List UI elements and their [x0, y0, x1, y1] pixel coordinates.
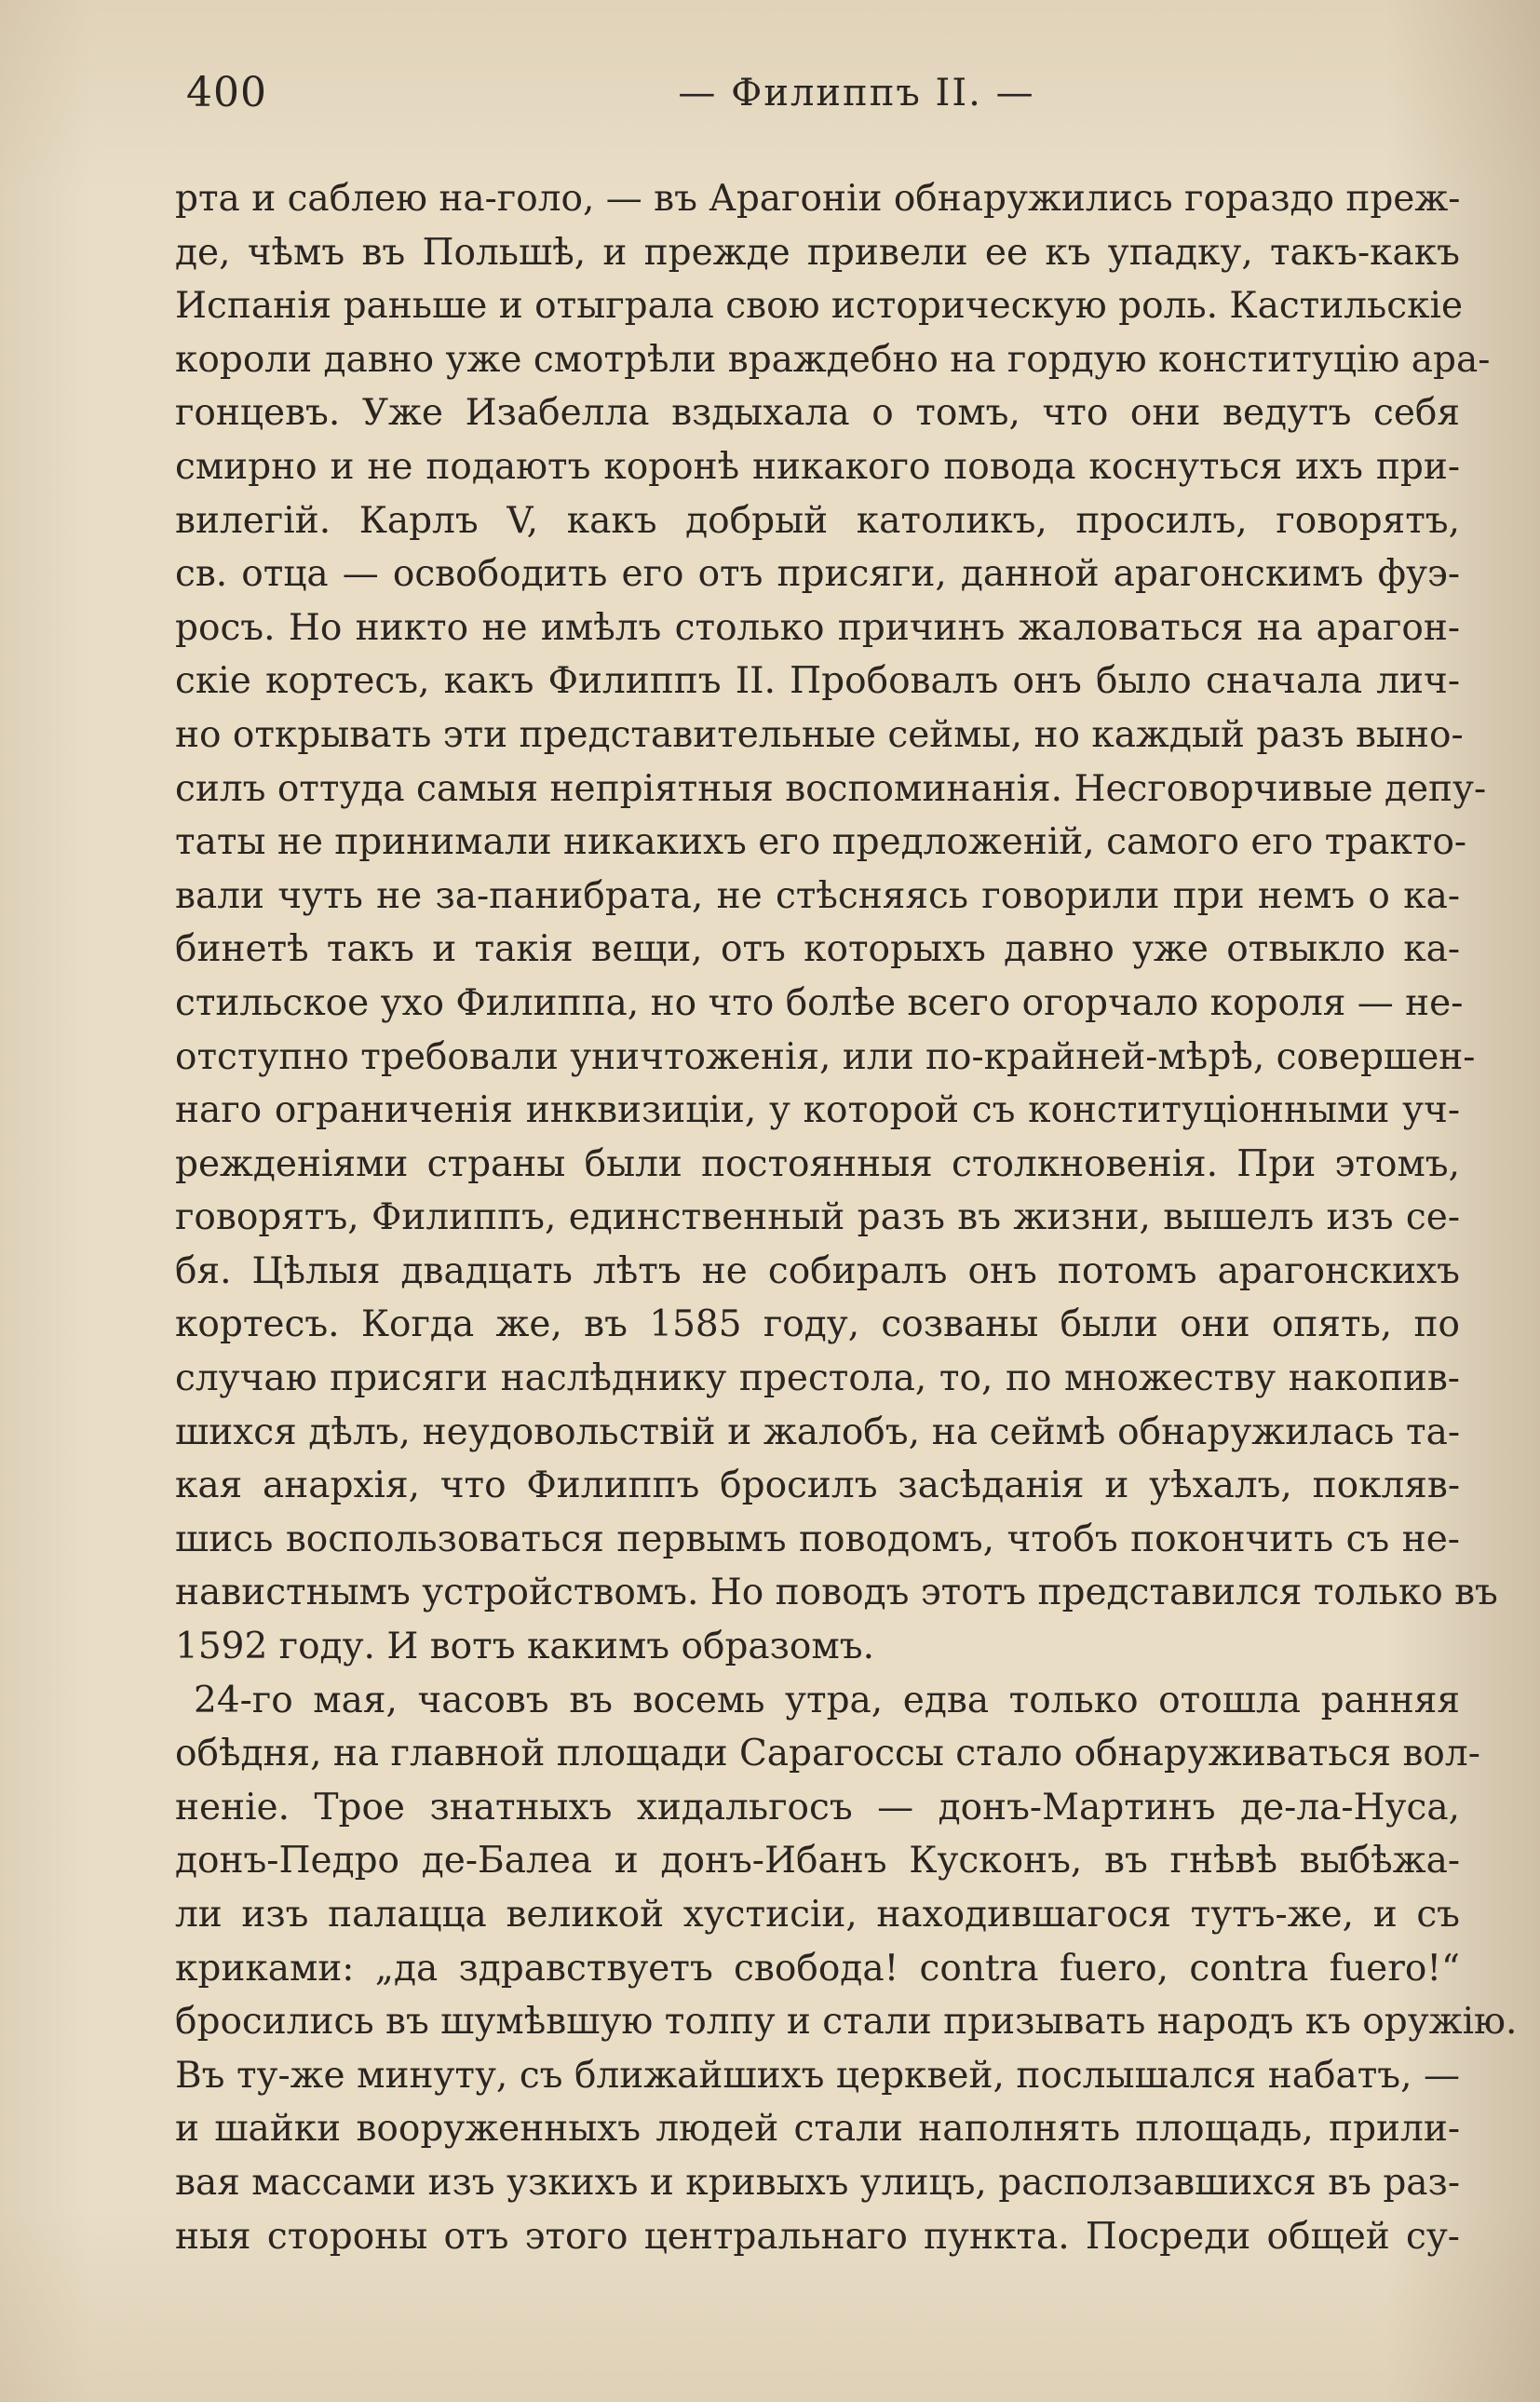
text-line: смирно и не подаютъ коронѣ никакого повода коснуться ихъ при-	[175, 445, 1460, 488]
text-line: св. отца — освободить его отъ присяги, данной арагонскимъ фуэ-	[175, 553, 1460, 596]
text-line: бя. Цѣлыя двадцать лѣтъ не собиралъ онъ потомъ арагонскихъ	[175, 1249, 1460, 1292]
text-line: ныя стороны отъ этого центральнаго пункта. Посреди общей су-	[175, 2215, 1460, 2258]
text-line: бросились въ шумѣвшую толпу и стали призывать народъ къ оружію.	[175, 2001, 1518, 2044]
text-line: шись воспользоваться первымъ поводомъ, чтобъ покончить съ не-	[175, 1518, 1460, 1560]
text-line: шихся дѣлъ, неудовольствій и жалобъ, на сеймѣ обнаружилась та-	[175, 1410, 1460, 1453]
text-line: росъ. Но никто не имѣлъ столько причинъ жаловаться на арагон-	[175, 606, 1460, 649]
running-head: — Филиппъ II. —	[678, 72, 1035, 115]
text-line: вая массами изъ узкихъ и кривыхъ улицъ, расползавшихся въ раз-	[175, 2161, 1460, 2204]
text-line: но открывать эти представительные сеймы, но каждый разъ выно-	[175, 713, 1464, 756]
text-line: донъ-Педро де-Балеа и донъ-Ибанъ Кусконъ, въ гнѣвѣ выбѣжа-	[175, 1840, 1460, 1882]
text-line: Испанія раньше и отыграла свою историческую роль. Кастильскіе	[175, 285, 1464, 328]
text-line: случаю присяги наслѣднику престола, то, по множеству накопив-	[175, 1357, 1460, 1400]
text-line: вали чуть не за-панибрата, не стѣсняясь говорили при немъ о ка-	[175, 874, 1460, 917]
text-line: и шайки вооруженныхъ людей стали наполнять площадь, прили-	[175, 2108, 1460, 2151]
text-line: де, чѣмъ въ Польшѣ, и прежде привели ее къ упадку, такъ-какъ	[175, 231, 1460, 274]
text-line: кая анархія, что Филиппъ бросилъ засѣданія и уѣхалъ, покляв-	[175, 1464, 1460, 1507]
text-line: рта и саблею на-голо, — въ Арагоніи обнаружились гораздо преж-	[175, 178, 1461, 220]
text-line: говорятъ, Филиппъ, единственный разъ въ жизни, вышелъ изъ се-	[175, 1196, 1460, 1239]
text-line: обѣдня, на главной площади Сарагоссы стало обнаруживаться вол-	[175, 1733, 1480, 1775]
text-line: скіе кортесъ, какъ Филиппъ II. Пробовалъ онъ было сначала лич-	[175, 660, 1460, 703]
text-line: гонцевъ. Уже Изабелла вздыхала о томъ, что они ведутъ себя	[175, 392, 1460, 435]
text-line: вилегій. Карлъ V, какъ добрый католикъ, просилъ, говорятъ,	[175, 499, 1460, 542]
text-line: силъ оттуда самыя непріятныя воспоминанія. Несговорчивые депу-	[175, 767, 1487, 810]
text-line: бинетѣ такъ и такія вещи, отъ которыхъ давно уже отвыкло ка-	[175, 928, 1460, 971]
text-line: таты не принимали никакихъ его предложеній, самого его тракто-	[175, 821, 1467, 864]
page-number: 400	[186, 69, 267, 116]
text-line: наго ограниченія инквизиціи, у которой съ конституціонными уч-	[175, 1089, 1460, 1132]
text-line: навистнымъ устройствомъ. Но поводъ этотъ представился только въ	[175, 1572, 1498, 1614]
text-line: отступно требовали уничтоженія, или по-крайней-мѣрѣ, совершен-	[175, 1035, 1476, 1078]
page-header	[186, 65, 1462, 121]
text-line: Въ ту-же минуту, съ ближайшихъ церквей, послышался набатъ, —	[175, 2054, 1460, 2097]
body-text	[175, 172, 1518, 2263]
text-line: режденіями страны были постоянныя столкновенія. При этомъ,	[175, 1142, 1460, 1185]
text-line: кортесъ. Когда же, въ 1585 году, созваны были они опять, по	[175, 1303, 1460, 1346]
text-line: криками: „да здравствуетъ свобода! contra fuero, contra fuero!“	[175, 1947, 1460, 1990]
text-line: неніе. Трое знатныхъ хидальгосъ — донъ-Мартинъ де-ла-Нуса,	[175, 1786, 1460, 1828]
text-line: ли изъ палацца великой хустисіи, находившагося тутъ-же, и съ	[175, 1894, 1460, 1936]
text-line-paragraph-start: 24-го мая, часовъ въ восемь утра, едва только отошла ранняя	[194, 1679, 1460, 1721]
text-line-paragraph-end: 1592 году. И вотъ какимъ образомъ.	[175, 1626, 874, 1668]
text-line: стильское ухо Филиппа, но что болѣе всего огорчало короля — не-	[175, 981, 1464, 1024]
text-line: короли давно уже смотрѣли враждебно на гордую конституцію ара-	[175, 338, 1491, 381]
